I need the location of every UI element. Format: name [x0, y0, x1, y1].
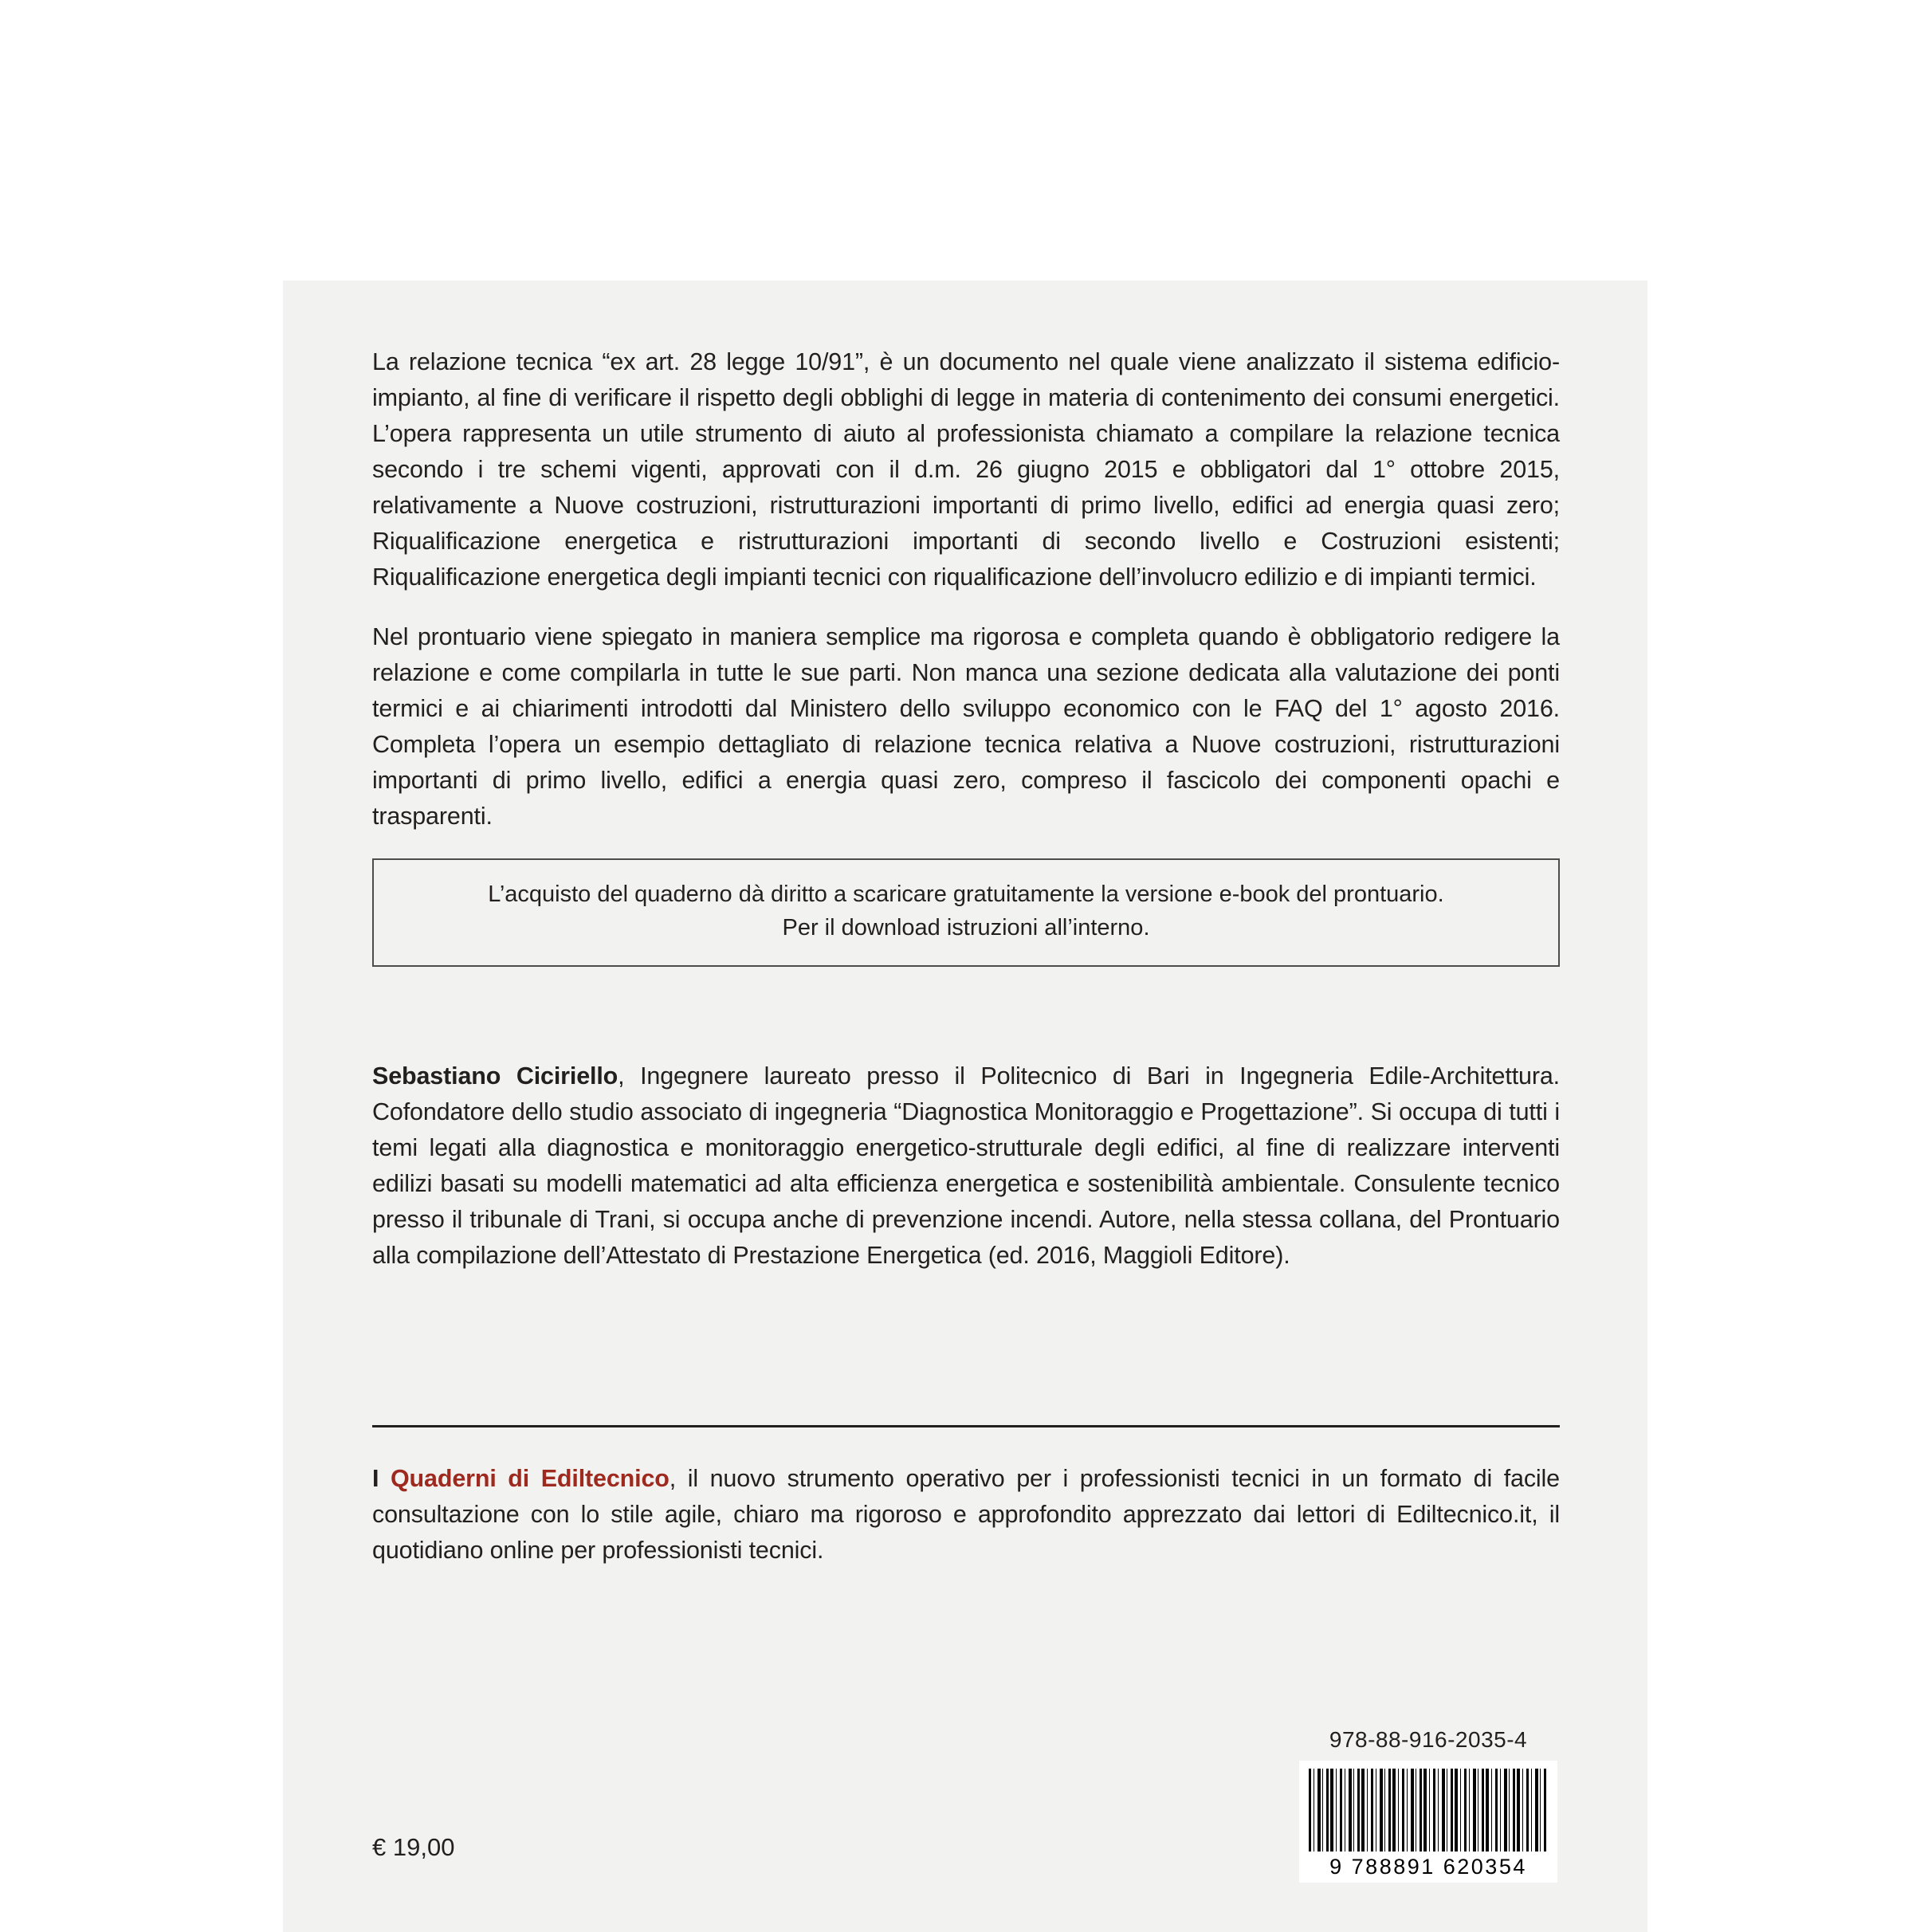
ebook-offer-line-2: Per il download istruzioni all’interno. — [782, 915, 1150, 940]
cover-content — [372, 344, 1560, 1569]
series-lead: I — [372, 1465, 391, 1492]
barcode-digits: 9 788891 620354 — [1329, 1855, 1527, 1879]
isbn-number: 978-88-916-2035-4 — [1329, 1727, 1528, 1752]
series-name: Quaderni di Ediltecnico — [390, 1465, 670, 1492]
ebook-offer-box — [372, 858, 1560, 967]
isbn-area — [1297, 1727, 1560, 1883]
book-back-cover — [283, 281, 1647, 1932]
price-label: € 19,00 — [372, 1833, 455, 1861]
author-bio-block — [372, 1058, 1560, 1274]
series-text: , il nuovo strumento operativo per i professionisti tecnici in un formato di facile consultazione con lo stile agile, chiaro ma rigoroso e approfondito apprezzato dai lettori di Ediltecnico.it, il quotidiano online per professionisti tecnici. — [372, 1465, 1560, 1564]
series-block — [372, 1461, 1560, 1569]
ebook-offer-line-1: L’acquisto del quaderno dà diritto a scaricare gratuitamente la versione e-book del prontuario. — [488, 882, 1444, 907]
author-name: Sebastiano Ciciriello — [372, 1062, 618, 1090]
section-divider — [372, 1425, 1560, 1427]
barcode-bars — [1309, 1769, 1548, 1852]
description-paragraph-2: Nel prontuario viene spiegato in maniera semplice ma rigorosa e completa quando è obbligatorio redigere la relazione e come compilarla in tutte le sue parti. Non manca una sezione dedicata alla valutazione dei ponti termici e ai chiarimenti introdotti dal Ministero dello sviluppo economico con le FAQ del 1° agosto 2016. Completa l’opera un esempio dettagliato di relazione tecnica relativa a Nuove costruzioni, ristrutturazioni importanti di primo livello, edifici a energia quasi zero, compreso il fascicolo dei componenti opachi e trasparenti. — [372, 623, 1560, 830]
barcode — [1299, 1761, 1557, 1883]
series-paragraph — [372, 1461, 1560, 1569]
author-bio-paragraph — [372, 1058, 1560, 1274]
author-bio-text: , Ingegnere laureato presso il Politecnico di Bari in Ingegneria Edile-Architettura. Cofondatore dello studio associato di ingegneria “Diagnostica Monitoraggio e Progettazione”. Si occupa di tutti i temi legati alla diagnostica e monitoraggio energetico-strutturale degli edifici, al fine di realizzare interventi edilizi basati su modelli matematici ad alta efficienza energetica e sostenibilità ambientale. Consulente tecnico presso il tribunale di Trani, si occupa anche di prevenzione incendi. Autore, nella stessa collana, del Prontuario alla compilazione dell’Attestato di Prestazione Energetica (ed. 2016, Maggioli Editore). — [372, 1062, 1560, 1269]
description-paragraph-1: La relazione tecnica “ex art. 28 legge 10/91”, è un documento nel quale viene analizzato il sistema edificio-impianto, al fine di verificare il rispetto degli obblighi di legge in materia di contenimento dei consumi energetici. L’opera rappresenta un utile strumento di aiuto al professionista chiamato a compilare la relazione tecnica secondo i tre schemi vigenti, approvati con il d.m. 26 giugno 2015 e obbligatori dal 1° ottobre 2015, relativamente a Nuove costruzioni, ristrutturazioni importanti di primo livello, edifici ad energia quasi zero; Riqualificazione energetica e ristrutturazioni importanti di secondo livello e Costruzioni esistenti; Riqualificazione energetica degli impianti tecnici con riqualificazione dell’involucro edilizio e di impianti termici. — [372, 348, 1560, 591]
